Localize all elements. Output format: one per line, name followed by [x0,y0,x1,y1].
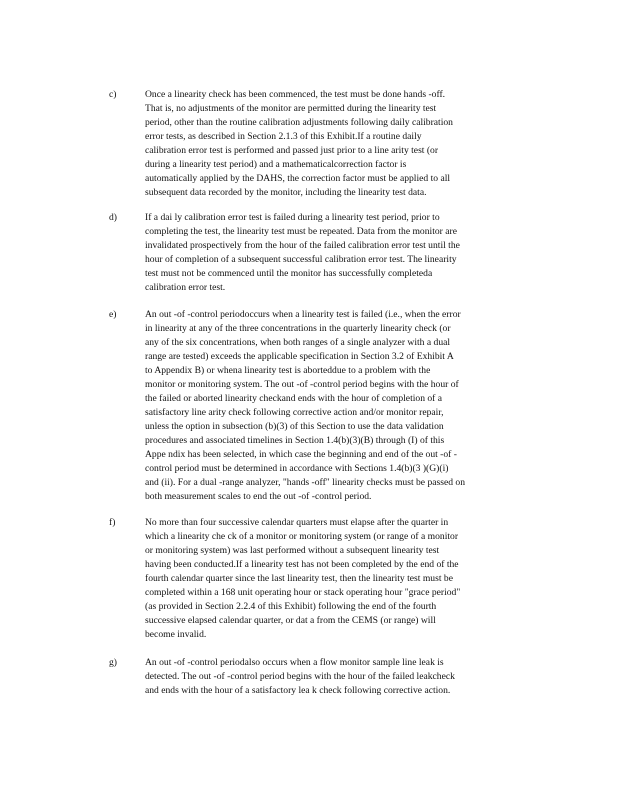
paragraph-line: automatically applied by the DAHS, the correction factor must be applied to all [145,173,451,184]
paragraph-line: error tests, as described in Section 2.1.3 of this Exhibit.If a routine daily [145,131,422,142]
item-label: d) [109,212,117,223]
paragraph-line: subsequent data recorded by the monitor, including the linearity test data. [145,187,427,198]
paragraph-line: both measurement scales to end the out -of -control period. [145,491,372,502]
paragraph-line: detected. The out -of -control period begins with the hour of the failed leakcheck [145,671,455,682]
item-label: g) [109,657,117,668]
paragraph-line: unless the option in subsection (b)(3) of this Section to use the data validation [145,421,444,432]
paragraph-line: the failed or aborted linearity checkand ends with the hour of completion of a [145,393,443,404]
paragraph-line: (as provided in Section 2.2.4 of this Exhibit) following the end of the fourth [145,601,437,612]
paragraph-line: monitor or monitoring system. The out -of -control period begins with the hour of [145,379,459,390]
item-paragraph [145,211,541,295]
paragraph-line: test must not be commenced until the monitor has successfully completeda [145,268,433,279]
paragraph-line: Appe ndix has been selected, in which case the beginning and end of the out -of - [145,449,457,460]
paragraph-line: period, other than the routine calibration adjustments following daily calibration [145,117,453,128]
paragraph-line: which a linearity che ck of a monitor or monitoring system (or range of a monitor [145,531,459,542]
item-paragraph [145,308,541,504]
paragraph-line: and ends with the hour of a satisfactory lea k check following corrective action. [145,685,451,696]
paragraph-line: calibration error test. [145,282,226,293]
paragraph-line: That is, no adjustments of the monitor are permitted during the linearity test [145,103,437,114]
paragraph-line: any of the six concentrations, when both ranges of a single analyzer with a dual [145,337,451,348]
paragraph-line: range are tested) exceeds the applicable specification in Section 3.2 of Exhibit A [145,351,454,362]
paragraph-line: and (ii). For a dual -range analyzer, "hands -off" linearity checks must be passed on [145,477,466,488]
paragraph-line: in linearity at any of the three concentrations in the quarterly linearity check (or [145,323,451,334]
item-paragraph [145,516,541,642]
paragraph-line: successive elapsed calendar quarter, or dat a from the CEMS (or range) will [145,615,436,626]
paragraph-line: during a linearity test period) and a mathematicalcorrection factor is [145,159,407,170]
paragraph-line: An out -of -control periodoccurs when a linearity test is failed (i.e., when the error [145,309,461,320]
paragraph-line: satisfactory line arity check following corrective action and/or monitor repair, [145,407,444,418]
paragraph-line: calibration error test is performed and passed just prior to a line arity test (or [145,145,439,156]
paragraph-line: fourth calendar quarter since the last linearity test, then the linearity test must be [145,573,453,584]
paragraph-line: become invalid. [145,629,207,640]
item-paragraph [145,88,541,200]
paragraph-line: If a dai ly calibration error test is failed during a linearity test period, prior to [145,212,440,223]
paragraph-line: Once a linearity check has been commenced, the test must be done hands -off. [145,89,446,100]
paragraph-line: or monitoring system) was last performed without a subsequent linearity test [145,545,440,556]
paragraph-line: control period must be determined in accordance with Sections 1.4(b)(3 )(G)(i) [145,463,449,474]
item-paragraph [145,656,541,698]
paragraph-line: completed within a 168 unit operating hour or stack operating hour "grace period" [145,587,461,598]
paragraph-line: to Appendix B) or whena linearity test is aborteddue to a problem with the [145,365,431,376]
paragraph-line: procedures and associated timelines in Section 1.4(b)(3)(B) through (I) of this [145,435,445,446]
item-label: f) [109,517,116,528]
paragraph-line: No more than four successive calendar quarters must elapse after the quarter in [145,517,449,528]
item-label: e) [109,309,117,320]
paragraph-line: An out -of -control periodalso occurs when a flow monitor sample line leak is [145,657,444,668]
paragraph-line: hour of completion of a subsequent successful calibration error test. The linearity [145,254,457,265]
paragraph-line: invalidated prospectively from the hour of the failed calibration error test until the [145,240,460,251]
paragraph-line: having been conducted.If a linearity test has not been completed by the end of the [145,559,459,570]
paragraph-line: completing the test, the linearity test must be repeated. Data from the monitor are [145,226,457,237]
item-label: c) [109,89,117,100]
